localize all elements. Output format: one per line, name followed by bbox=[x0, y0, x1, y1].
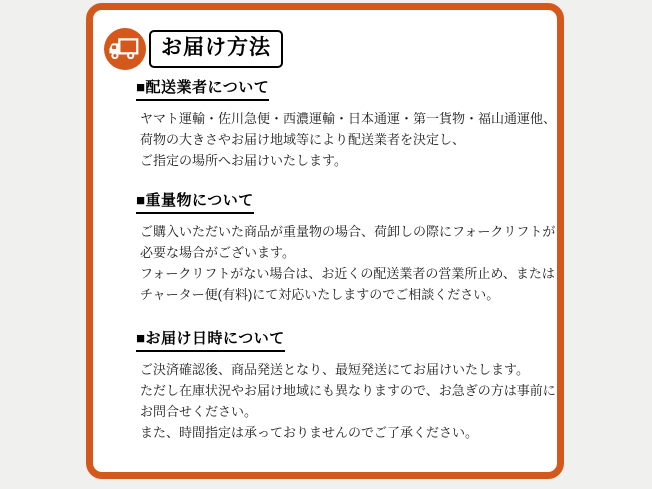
text-line: 荷物の大きさやお届け地域等により配送業者を決定し、 bbox=[140, 132, 466, 147]
text-line: 必要な場合がございます。 bbox=[140, 245, 295, 260]
panel-content bbox=[136, 76, 557, 443]
panel-header bbox=[104, 28, 557, 70]
text-line: お問合せください。 bbox=[140, 404, 258, 419]
delivery-info-panel bbox=[86, 3, 564, 479]
section-heavy-items-body bbox=[140, 221, 556, 305]
page-title: お届け方法 bbox=[149, 30, 283, 67]
text-line: ご指定の場所へお届けいたします。 bbox=[140, 153, 347, 168]
text-line: フォークリフトがない場合は、お近くの配送業者の営業所止め、または bbox=[140, 266, 555, 281]
section-delivery-datetime-heading: ■お届け日時について bbox=[136, 327, 285, 352]
section-heavy-items-heading: ■重量物について bbox=[136, 189, 254, 214]
section-heavy-items bbox=[136, 189, 556, 305]
text-line: また、時間指定は承っておりませんのでご了承ください。 bbox=[140, 425, 479, 440]
text-line: ヤマト運輸・佐川急便・西濃運輸・日本通運・第一貨物・福山通運他、 bbox=[140, 111, 557, 126]
text-line: ただし在庫状況やお届け地域にも異なりますので、お急ぎの方は事前に bbox=[140, 383, 556, 398]
section-carriers bbox=[136, 76, 557, 171]
section-carriers-body bbox=[140, 108, 557, 171]
text-line: ご決済確認後、商品発送となり、最短発送にてお届けいたします。 bbox=[140, 362, 529, 377]
text-line: ご購入いただいた商品が重量物の場合、荷卸しの際にフォークリフトが bbox=[140, 224, 556, 239]
text-line: チャーター便(有料)にて対応いたしますのでご相談ください。 bbox=[140, 287, 500, 302]
section-carriers-heading: ■配送業者について bbox=[136, 76, 269, 101]
section-delivery-datetime bbox=[136, 327, 556, 443]
section-delivery-datetime-body bbox=[140, 359, 556, 443]
truck-icon bbox=[104, 28, 146, 70]
